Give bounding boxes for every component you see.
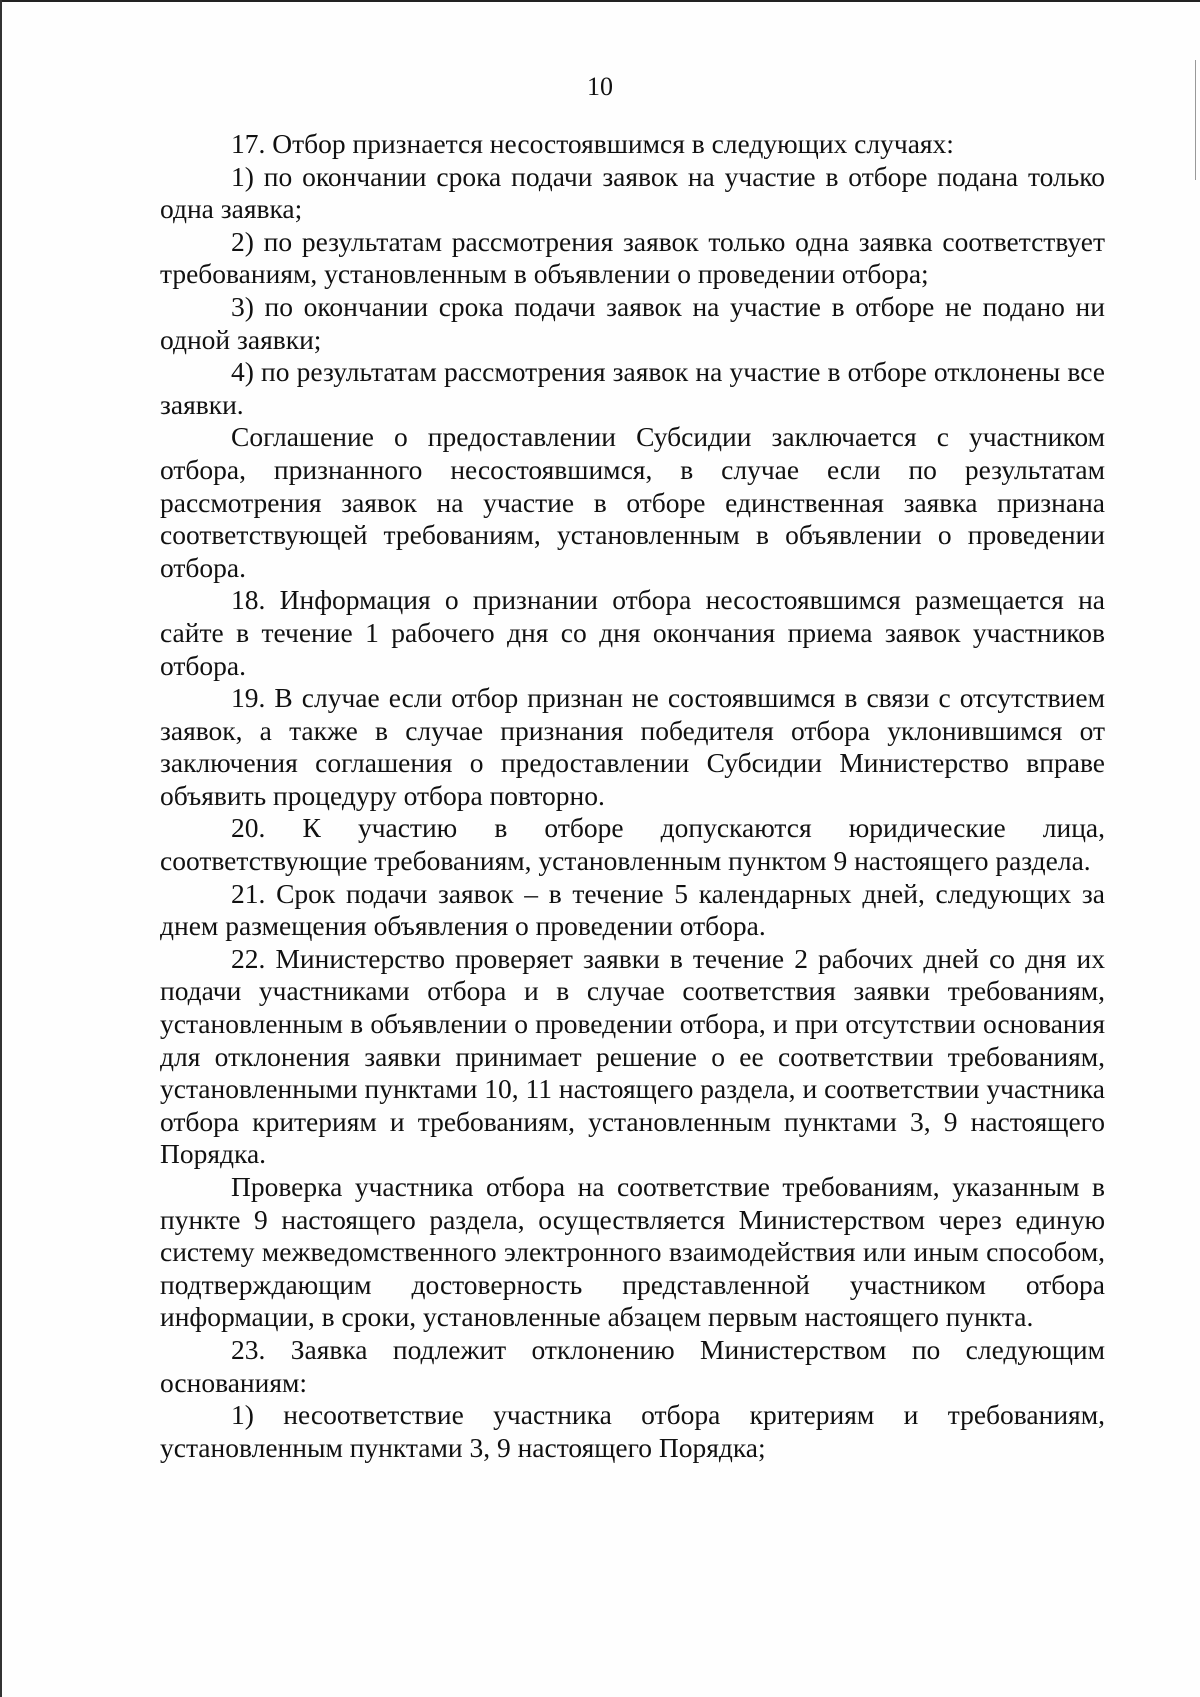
paragraph-18: 18. Информация о признании отбора несостоявшимся размещается на сайте в течение 1 рабочего дня со дня окончания приема заявок участников отбора.: [160, 584, 1105, 681]
document-body: [160, 128, 1105, 1464]
paragraph-agreement: Соглашение о предоставлении Субсидии заключается с участником отбора, признанного несостоявшимся, в случае если по результатам рассмотрения заявок на участие в отборе единственная заявка признана соответствующей требованиям, установленным в объявлении о проведении отбора.: [160, 421, 1105, 583]
paragraph-23: 23. Заявка подлежит отклонению Министерством по следующим основаниям:: [160, 1333, 1105, 1398]
paragraph-17: 17. Отбор признается несостоявшимся в следующих случаях:: [231, 128, 954, 159]
paragraph-19: 19. В случае если отбор признан не состоявшимся в связи с отсутствием заявок, а также в случае признания победителя отбора уклонившимся от заключения соглашения о предоставлении Субсидии Министерство вправе объявить процедуру отбора повторно.: [160, 682, 1105, 811]
paragraph-20: 20. К участию в отборе допускаются юридические лица, соответствующие требованиям, установленным пунктом 9 настоящего раздела.: [160, 812, 1105, 877]
paragraph-verification: Проверка участника отбора на соответствие требованиям, указанным в пункте 9 настоящего раздела, осуществляется Министерством через единую систему межведомственного электронного взаимодействия или иным способом, подтверждающим достоверность представленной участником отбора информации, в сроки, установленные абзацем первым настоящего пункта.: [160, 1171, 1105, 1333]
scan-edge-left: [0, 0, 2, 1697]
paragraph-17-item-4: 4) по результатам рассмотрения заявок на участие в отборе отклонены все заявки.: [160, 356, 1105, 420]
paragraph-21: 21. Срок подачи заявок – в течение 5 календарных дней, следующих за днем размещения объявления о проведении отбора.: [160, 877, 1105, 942]
paragraph-17-item-3: 3) по окончании срока подачи заявок на участие в отборе не подано ни одной заявки;: [160, 290, 1105, 355]
page-number: 10: [587, 72, 613, 101]
paragraph-17-item-2: 2) по результатам рассмотрения заявок только одна заявка соответствует требованиям, установленным в объявлении о проведении отбора;: [160, 225, 1105, 290]
paragraph-17-item-1: 1) по окончании срока подачи заявок на участие в отборе подана только одна заявка;: [160, 160, 1105, 225]
paragraph-23-item-1: 1) несоответствие участника отбора критериям и требованиям, установленным пунктами 3, 9 настоящего Порядка;: [160, 1399, 1105, 1463]
paragraph-22: 22. Министерство проверяет заявки в течение 2 рабочих дней со дня их подачи участниками отбора и в случае соответствия заявки требованиям, установленным в объявлении о проведении отбора, и при отсутствии основания для отклонения заявки принимает решение о ее соответствии требованиям, установленными пунктами 10, 11 настоящего раздела, и соответствии участника отбора критериям и требованиям, установленным пунктами 3, 9 настоящего Порядка.: [160, 942, 1105, 1170]
scan-edge-top: [0, 0, 1200, 2]
